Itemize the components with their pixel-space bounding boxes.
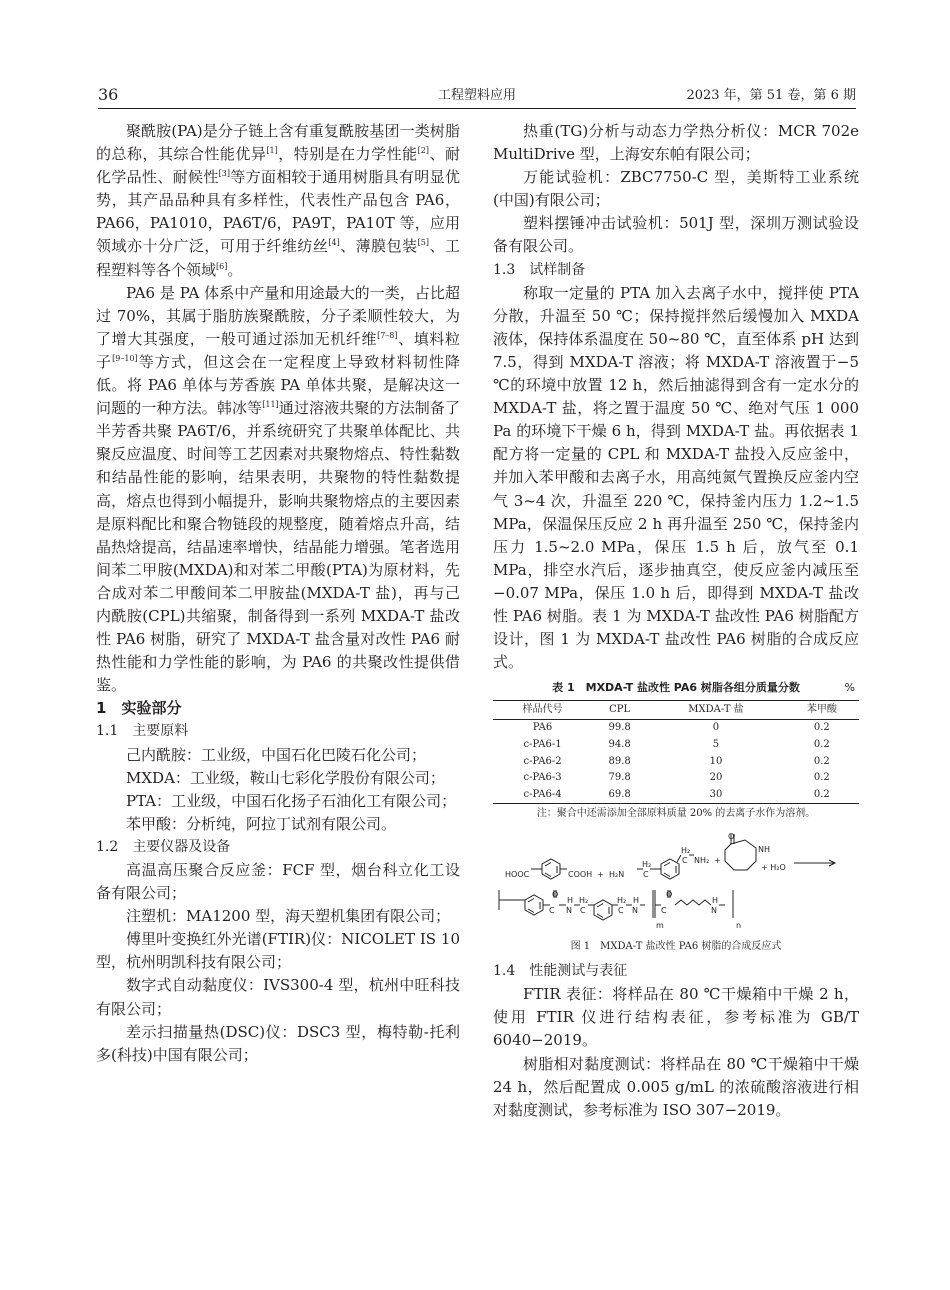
label-product-n1: N — [566, 906, 572, 916]
label-product-h4: H — [633, 896, 640, 906]
ftir-test-paragraph: FTIR 表征：将样品在 80 ℃干燥箱中干燥 2 h，使用 FTIR 仪进行结构表征，参考标准为 GB/T 6040−2019。 — [493, 985, 859, 1050]
material-item: PTA：工业级，中国石化扬子石油化工有限公司； — [126, 791, 457, 810]
label-plus-2: + — [714, 856, 721, 866]
material-item: MXDA：工业级，鞍山七彩化学股份有限公司； — [126, 768, 445, 787]
table-cell: 0 — [712, 722, 720, 734]
table-cell: 20 — [709, 772, 723, 784]
label-product-h3: H₂ — [617, 896, 627, 906]
equipment-item: 傅里叶变换红外光谱(FTIR)仪：NICOLET IS 10 型，杭州明凯科技有限公司； — [96, 930, 460, 972]
volume-info: 2023 年，第 51 卷，第 6 期 — [686, 88, 856, 103]
label-product-n2: N — [632, 906, 638, 916]
table-1-unit: % — [844, 681, 855, 695]
label-product-h2: H₂ — [579, 896, 589, 906]
table-cell: 69.8 — [592, 787, 647, 804]
table-header-cell: MXDA-T 盐 — [647, 701, 784, 720]
table-header-row — [493, 701, 859, 720]
table-row — [493, 787, 859, 804]
table-cell: 0.2 — [813, 739, 830, 751]
table-row — [493, 770, 859, 787]
table-cell: 5 — [712, 739, 720, 751]
label-product-n3: N — [711, 906, 717, 916]
label-hooc: HOOC — [505, 870, 530, 880]
intro-paragraph-1: 聚酰胺(PA)是分子链上含有重复酰胺基团一类树脂的总称，其综合性能优异[1]，特别是在力学性能[2]、耐化学品性、耐候性[3]等方面相较于通用树脂具有明显优势，其产品品种具有多样性，代表性产品包含 PA6，PA66，PA1010，PA6T/6，PA9T，PA10T 等，应用领域亦十分广泛，可用于纤维纺丝[4]、薄膜包装[5]、工程塑料等各个领域[6]。 — [96, 122, 460, 279]
page-header — [98, 86, 856, 109]
section-1-3-heading: 1.3 试样制备 — [493, 261, 586, 278]
page-number: 36 — [98, 85, 119, 104]
table-row — [493, 719, 859, 736]
label-product-c2: C — [580, 906, 586, 916]
viscosity-test-paragraph: 树脂相对黏度测试：将样品在 80 ℃干燥箱中干燥 24 h，然后配置成 0.005 g/mL 的浓硫酸溶液进行相对黏度测试，参考标准为 ISO 307−2019。 — [493, 1054, 859, 1119]
label-c-1: C — [643, 870, 649, 880]
table-cell: c-PA6-4 — [493, 787, 592, 804]
material-item: 苯甲酸：分析纯，阿拉丁试剂有限公司。 — [126, 814, 397, 833]
equipment-item: 数字式自动黏度仪：IVS300-4 型，杭州中旺科技有限公司； — [96, 976, 460, 1018]
table-1-caption: 表 1 MXDA-T 盐改性 PA6 树脂各组分质量分数 % — [552, 681, 855, 695]
label-plus-1: + — [597, 870, 604, 880]
table-cell: 99.8 — [608, 722, 631, 734]
table-cell: 10 — [709, 755, 723, 767]
table-1-note: 注：聚合中还需添加全部原料质量 20% 的去离子水作为溶剂。 — [536, 808, 816, 820]
label-h2-b: H₂ — [681, 846, 691, 856]
table-cell: 0.2 — [785, 787, 859, 804]
equipment-item: 高温高压聚合反应釜：FCF 型，烟台科立化工设备有限公司； — [96, 861, 460, 903]
equipment-item: 塑料摆锤冲击试验机：501J 型，深圳万测试验设备有限公司。 — [493, 214, 859, 256]
table-cell: 0.2 — [813, 772, 830, 784]
section-1-1-heading: 1.1 主要原料 — [96, 723, 189, 740]
table-cell: 30 — [647, 787, 784, 804]
table-cell: c-PA6-3 — [523, 772, 562, 784]
table-cell: 89.8 — [608, 755, 631, 767]
label-nh: NH — [758, 845, 770, 855]
label-h2n: H₂N — [609, 870, 625, 880]
label-product-o2: O — [666, 890, 673, 900]
right-column — [493, 120, 859, 1122]
label-c-2: C — [682, 856, 688, 866]
label-water: + H₂O — [761, 863, 786, 873]
equipment-item: 注塑机：MA1200 型，海天塑机集团有限公司； — [126, 907, 451, 926]
table-cell: c-PA6-1 — [523, 739, 562, 751]
table-cell: 0.2 — [813, 755, 830, 767]
table-header-cell: 样品代号 — [493, 701, 592, 720]
left-column — [96, 120, 460, 1067]
label-product-c4: C — [661, 906, 667, 916]
reaction-scheme-drawing — [493, 828, 859, 940]
label-nh2: NH₂ — [694, 856, 710, 866]
table-cell: c-PA6-2 — [523, 755, 562, 767]
table-row — [493, 736, 859, 753]
label-product-o1: O — [552, 890, 559, 900]
label-carbonyl-o: O — [728, 832, 735, 842]
label-product-h1: H — [567, 896, 574, 906]
table-cell: 79.8 — [608, 772, 631, 784]
label-product-h5: H — [712, 896, 719, 906]
label-product-c3: C — [618, 906, 624, 916]
sample-preparation-text: 称取一定量的 PTA 加入去离子水中，搅拌使 PTA 分散，升温至 50 ℃；保持搅拌然后缓慢加入 MXDA 液体，保持体系温度在 50~80 ℃，直至体系 pH 达到 7.5，得到 MXDA-T 溶液；将 MXDA-T 溶液置于−5 ℃的环境中放置 12 h，然后抽滤得到含有一定水分的 MXDA-T 盐，将之置于温度 50 ℃、绝对气压 1 000 Pa 的环境下干燥 6 h，得到 MXDA-T 盐。再依据表 1 配方将一定量的 CPL 和 MXDA-T 盐投入反应釜中，并加入苯甲酸和去离子水，用高纯氮气置换反应釜内空气 3~4 次，升温至 220 ℃，保持釜内压力 1.2~1.5 MPa，保温保压反应 2 h 再升温至 250 ℃，保持釜内压力 1.5~2.0 MPa，保压 1.5 h 后，放气至 0.1 MPa，排空水汽后，逐步抽真空，使反应釜内减压至−0.07 MPa，保压 1.0 h 后，即得到 MXDA-T 盐改性 PA6 树脂。表 1 为 MXDA-T 盐改性 PA6 树脂配方设计，图 1 为 MXDA-T 盐改性 PA6 树脂的合成反应式。 — [493, 283, 859, 672]
label-cooh: COOH — [568, 870, 593, 880]
reaction-scheme — [493, 828, 859, 940]
figure-1-caption: 图 1 MXDA-T 盐改性 PA6 树脂的合成反应式 — [570, 941, 782, 953]
table-cell: PA6 — [532, 722, 553, 734]
section-1-2-heading: 1.2 主要仪器及设备 — [96, 838, 231, 855]
label-product-c1: C — [549, 906, 555, 916]
table-header-cell: 苯甲酸 — [785, 701, 859, 720]
label-h2-a: H₂ — [642, 860, 652, 870]
label-product-m: m — [656, 921, 664, 931]
section-1-4-heading: 1.4 性能测试与表征 — [493, 963, 628, 980]
table-header-cell: CPL — [592, 701, 647, 720]
table-1 — [493, 700, 859, 804]
material-item: 己内酰胺：工业级，中国石化巴陵石化公司； — [126, 745, 427, 764]
intro-paragraph-2: PA6 是 PA 体系中产量和用途最大的一类，占比超过 70%，其属于脂肪族聚酰胺，分子柔顺性较大，为了增大其强度，一般可通过添加无机纤维[7–8]、填料粒子[9–10]等方式，但这会在一定程度上导致材料韧性降低。将 PA6 单体与芳香族 PA 单体共聚，是解决这一问题的一种方法。韩冰等[11]通过溶液共聚的方法制备了半芳香共聚 PA6T/6，并系统研究了共聚单体配比、共聚反应温度、时间等工艺因素对共聚物熔点、特性黏数和结晶性能的影响，结果表明，共聚物的特性黏数提高，熔点也得到小幅提升，影响共聚物熔点的主要因素是原料配比和聚合物链段的规整度，随着熔点升高，结晶热焓提高，结晶速率增快，结晶能力增强。笔者选用间苯二甲胺(MXDA)和对苯二甲酸(PTA)为原材料，先合成对苯二甲酸间苯二甲胺盐(MXDA-T 盐)，再与己内酰胺(CPL)共缩聚，制备得到一系列 MXDA-T 盐改性 PA6 树脂，研究了 MXDA-T 盐含量对改性 PA6 耐热性能和力学性能的影响，为 PA6 的共聚改性提供借鉴。 — [96, 283, 460, 695]
equipment-item: 差示扫描量热(DSC)仪：DSC3 型，梅特勒-托利多(科技)中国有限公司； — [96, 1022, 460, 1064]
journal-name: 工程塑料应用 — [437, 88, 516, 103]
label-product-n: n — [736, 921, 742, 931]
equipment-item: 热重(TG)分析与动态力学热分析仪：MCR 702e MultiDrive 型，上海安东帕有限公司； — [493, 122, 859, 164]
section-1-heading: 1 实验部分 — [96, 699, 182, 718]
table-row — [493, 753, 859, 770]
equipment-item: 万能试验机：ZBC7750-C 型，美斯特工业系统(中国)有限公司； — [493, 168, 859, 210]
table-cell: 94.8 — [608, 739, 631, 751]
table-cell: 0.2 — [813, 722, 830, 734]
